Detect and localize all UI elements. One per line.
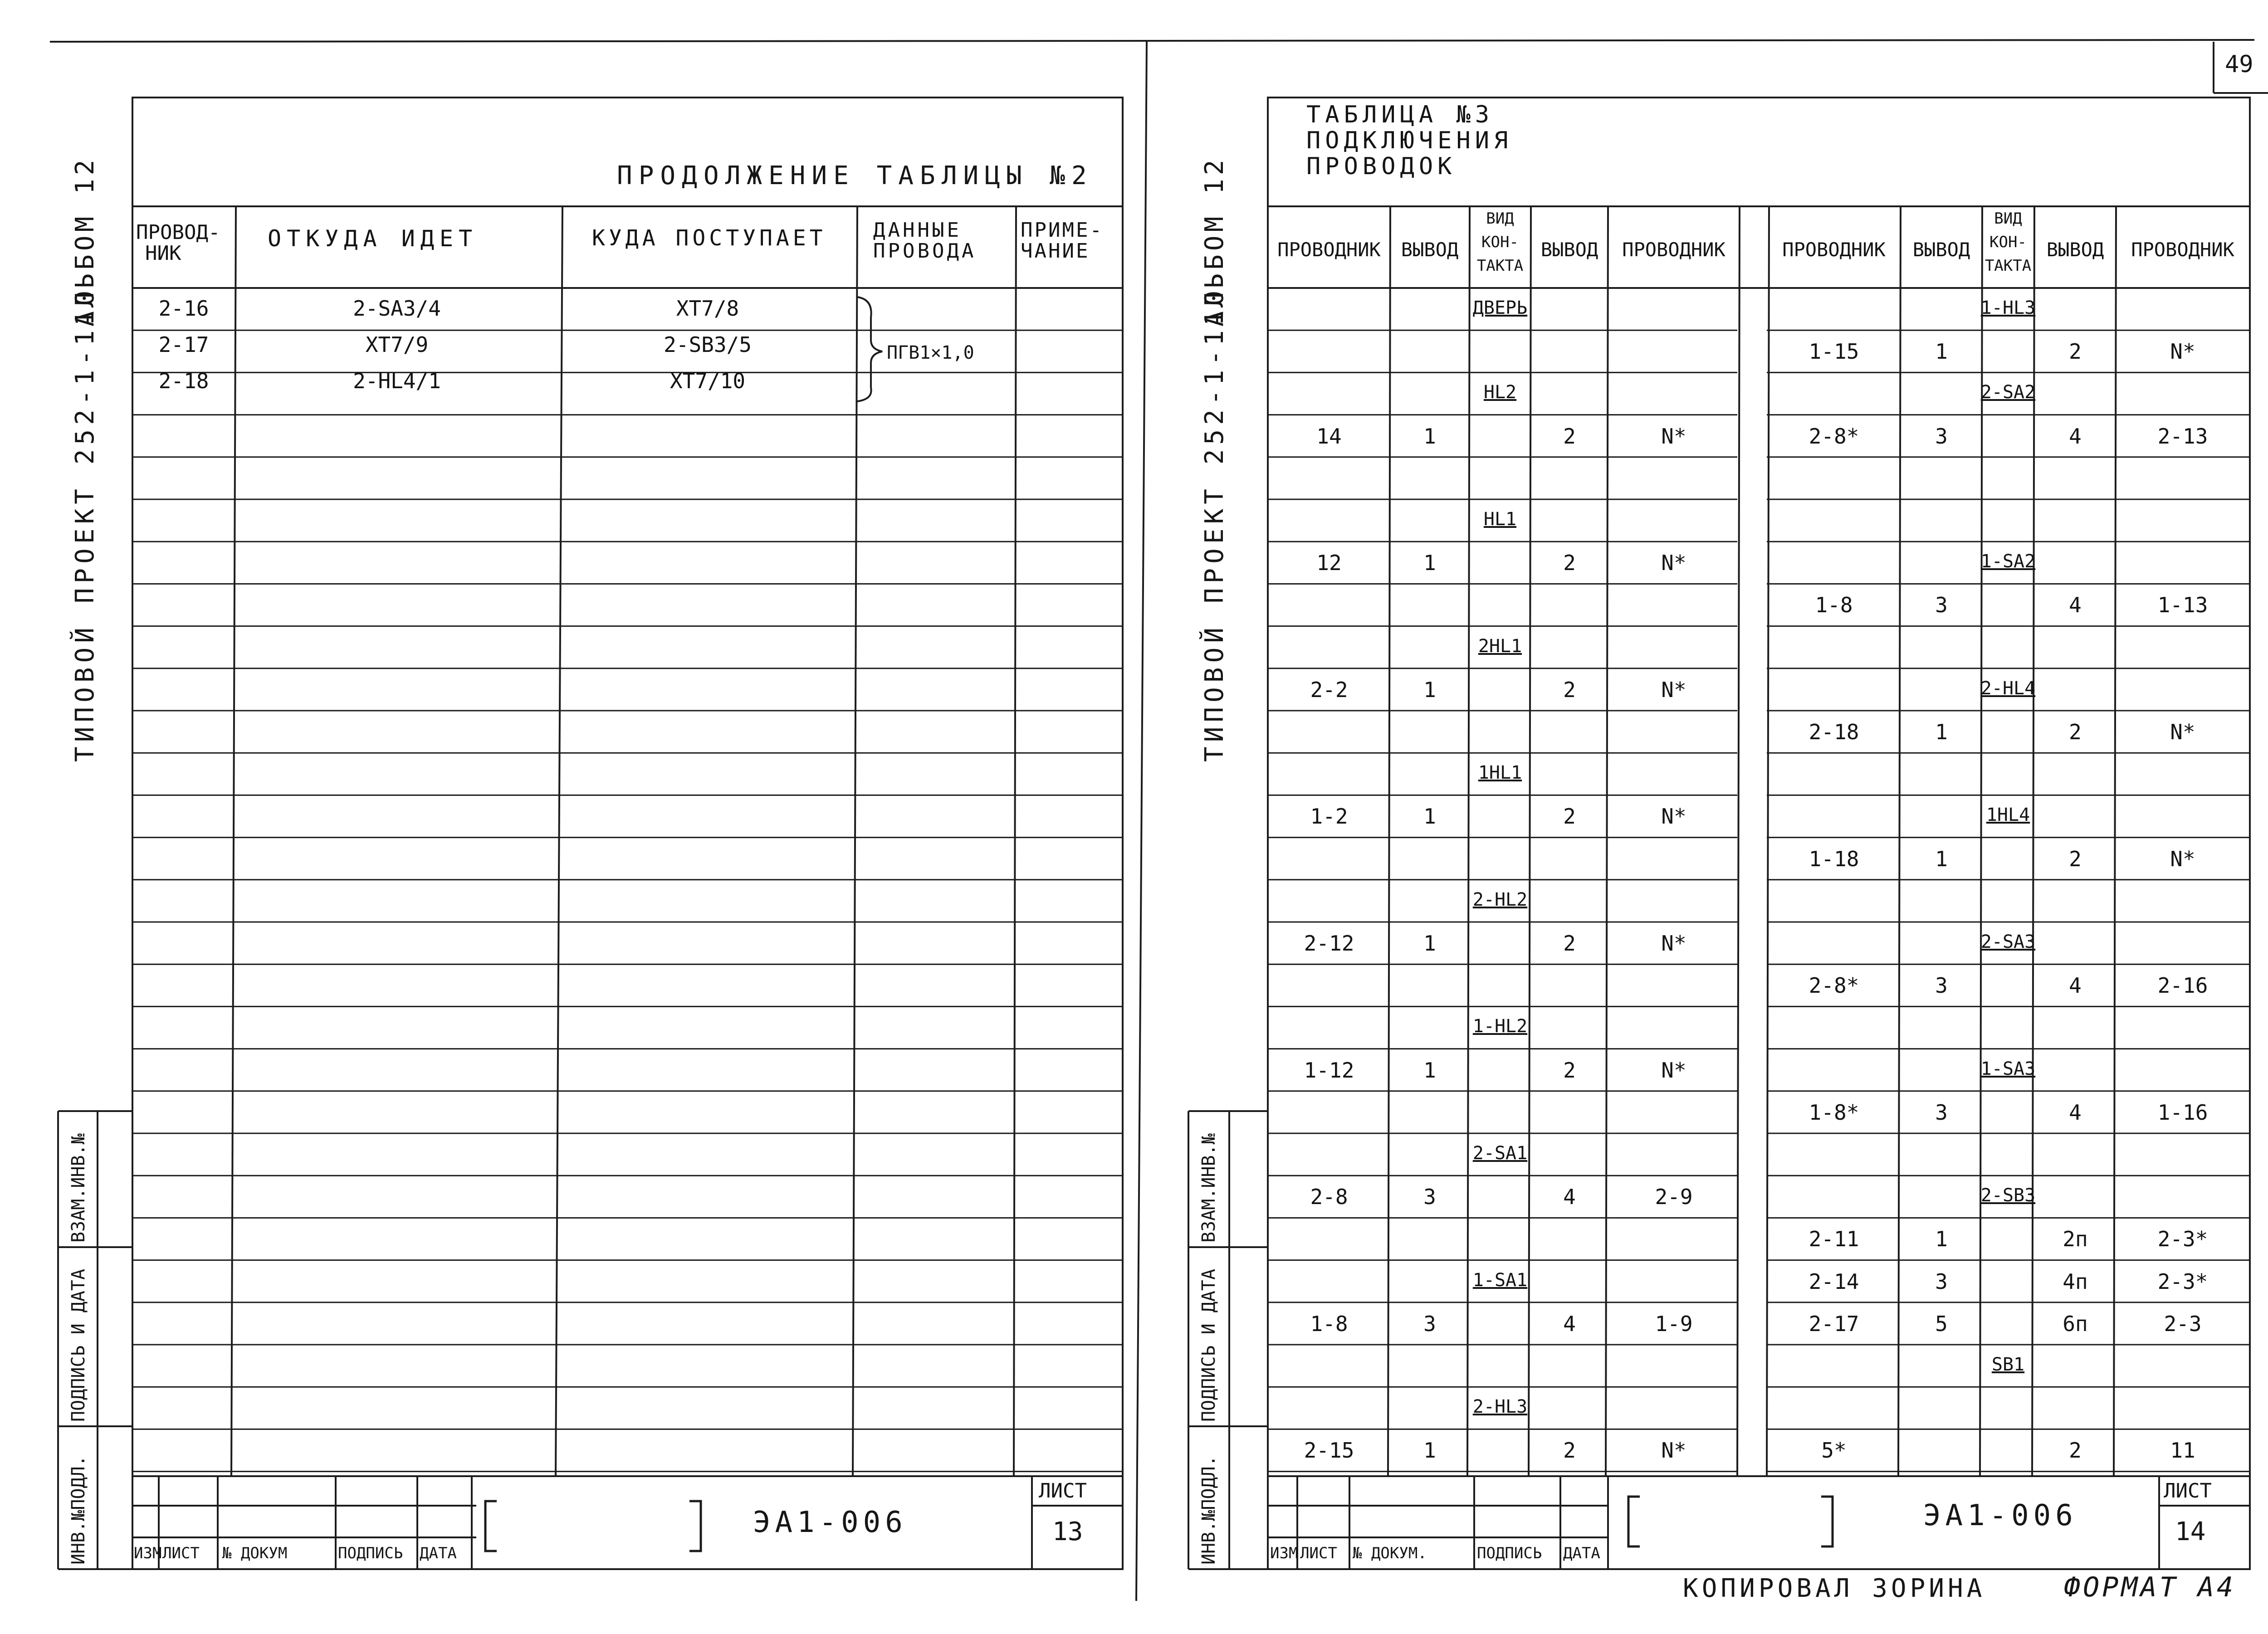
left-stamp-label-doc: № ДОКУМ — [222, 1544, 288, 1562]
right-b-cell-0: 2-17 — [1809, 1311, 1859, 1336]
right-a-cell-3: 4 — [1563, 1311, 1576, 1336]
right-a-cell-3: 2 — [1563, 931, 1576, 956]
left-cell-conductor: 2-16 — [158, 296, 209, 321]
left-cell-to: 2-SB3/5 — [664, 332, 752, 357]
right-header-terminal: ВЫВОД — [1540, 239, 1598, 261]
right-a-cell-0: 2-2 — [1310, 677, 1348, 702]
right-header-terminal: ВЫВОД — [2046, 239, 2104, 261]
right-b-cell-4: 1-13 — [2157, 593, 2208, 618]
right-a-cell-4: N* — [1661, 1058, 1686, 1083]
right-side-project: ТИПОВОЙ ПРОЕКТ 252-1-110 — [1200, 286, 1229, 762]
right-b-cell-0: 2-8* — [1809, 424, 1859, 449]
right-b-cell-3: 2 — [2069, 846, 2082, 871]
left-stamp-label-date: ДАТА — [420, 1544, 457, 1562]
right-a-cell-2: 1-SA1 — [1472, 1269, 1528, 1291]
left-stamp-label-sign: ПОДПИСЬ — [338, 1544, 403, 1562]
right-b-cell-1: 5 — [1935, 1311, 1948, 1336]
left-cell-from: 2-SA3/4 — [353, 296, 441, 321]
right-a-cell-3: 2 — [1563, 804, 1576, 829]
right-a-cell-1: 1 — [1423, 1438, 1436, 1463]
right-b-cell-4: N* — [2170, 339, 2195, 364]
right-a-cell-0: 14 — [1316, 424, 1342, 449]
right-a-cell-0: 2-8 — [1310, 1185, 1348, 1210]
right-b-cell-3: 6п — [2063, 1311, 2088, 1336]
right-b-cell-1: 3 — [1935, 424, 1948, 449]
right-stamp-signature: ПОДПИСЬ И ДАТА — [1198, 1268, 1219, 1422]
right-a-cell-4: N* — [1661, 551, 1686, 576]
right-b-cell-3: 4 — [2069, 424, 2082, 449]
right-a-cell-2: HL2 — [1483, 382, 1517, 403]
right-b-cell-3: 4п — [2063, 1269, 2088, 1294]
right-a-cell-0: 12 — [1316, 551, 1342, 576]
right-b-cell-0: 2-14 — [1809, 1269, 1859, 1294]
left-header-note: ПРИМЕ- ЧАНИЕ — [1021, 219, 1104, 263]
right-b-cell-4: 1-16 — [2157, 1100, 2208, 1125]
right-b-cell-2: 1HL4 — [1986, 805, 2030, 826]
right-stamp-label-sign: ПОДПИСЬ — [1477, 1544, 1542, 1562]
right-header-conductor: ПРОВОДНИК — [1277, 239, 1381, 261]
right-b-cell-2: 2-HL4 — [1980, 678, 2036, 699]
right-table-title: ТАБЛИЦА №3 ПОДКЛЮЧЕНИЯ ПРОВОДОК — [1306, 101, 1513, 180]
right-a-cell-0: 1-8 — [1310, 1311, 1348, 1336]
right-b-cell-1: 1 — [1935, 1227, 1948, 1252]
right-sheet-label: ЛИСТ — [2164, 1479, 2212, 1502]
left-sheet-label: ЛИСТ — [1039, 1479, 1087, 1502]
left-cell-from: ХТ7/9 — [365, 332, 429, 357]
right-b-cell-1: 1 — [1935, 720, 1948, 744]
right-b-cell-3: 4 — [2069, 973, 2082, 998]
right-doc-code: ЭА1-006 — [1923, 1499, 2077, 1532]
right-a-cell-4: 1-9 — [1655, 1311, 1693, 1336]
right-a-cell-3: 2 — [1563, 424, 1576, 449]
right-b-cell-3: 2 — [2069, 720, 2082, 744]
right-header-terminal: ВЫВОД — [1401, 239, 1459, 261]
right-b-cell-3: 4 — [2069, 1100, 2082, 1125]
right-b-cell-2: 1-SA3 — [1980, 1058, 2036, 1079]
right-b-cell-3: 2п — [2063, 1227, 2088, 1252]
right-header-conductor: ПРОВОДНИК — [2131, 239, 2234, 261]
right-a-cell-2: 2-HL2 — [1472, 889, 1528, 910]
right-a-cell-1: 3 — [1423, 1311, 1436, 1336]
right-a-cell-1: 1 — [1423, 551, 1436, 576]
left-side-album: АЛЬБОМ 12 — [70, 156, 100, 327]
left-stamp-original: ИНВ.№ПОДЛ. — [68, 1455, 89, 1565]
right-a-cell-0: 2-12 — [1304, 931, 1354, 956]
right-header-contact: ТАКТА — [1984, 257, 2032, 275]
left-stamp-label-izm: ИЗМ — [134, 1544, 162, 1562]
right-a-cell-1: 1 — [1423, 1058, 1436, 1083]
left-sheet-number: 13 — [1052, 1517, 1083, 1546]
right-header-contact: ВИД — [1994, 210, 2022, 228]
copied-by: КОПИРОВАЛ ЗОРИНА — [1683, 1574, 1986, 1603]
left-header-to: КУДА ПОСТУПАЕТ — [592, 225, 826, 251]
right-a-cell-2: 2-SA1 — [1472, 1143, 1528, 1164]
right-header-contact: КОН- — [1481, 233, 1519, 251]
right-stamp-label-date: ДАТА — [1563, 1544, 1600, 1562]
right-a-cell-4: N* — [1661, 804, 1686, 829]
left-cell-conductor: 2-17 — [158, 332, 209, 357]
right-a-cell-1: 3 — [1423, 1185, 1436, 1210]
right-a-cell-0: 1-2 — [1310, 804, 1348, 829]
right-a-cell-2: 1HL1 — [1478, 762, 1522, 784]
left-cell-to: ХТ7/8 — [676, 296, 739, 321]
left-stamp-label-list: ЛИСТ — [162, 1544, 200, 1562]
left-stamp-signature: ПОДПИСЬ И ДАТА — [68, 1268, 89, 1422]
right-stamp-label-list: ЛИСТ — [1300, 1544, 1337, 1562]
right-a-cell-1: 1 — [1423, 677, 1436, 702]
right-side-album: АЛЬБОМ 12 — [1200, 156, 1229, 327]
right-b-cell-2: 2-SA3 — [1980, 932, 2036, 952]
right-b-cell-4: 2-3* — [2157, 1269, 2208, 1294]
right-a-cell-2: 1-HL2 — [1472, 1016, 1528, 1037]
right-a-cell-4: N* — [1661, 424, 1686, 449]
right-b-cell-3: 4 — [2069, 593, 2082, 618]
right-b-cell-0: 2-11 — [1809, 1227, 1859, 1252]
right-a-cell-3: 2 — [1563, 551, 1576, 576]
right-b-cell-1: 3 — [1935, 973, 1948, 998]
right-b-cell-1: 3 — [1935, 593, 1948, 618]
right-a-cell-0: 1-12 — [1304, 1058, 1354, 1083]
left-table-title: ПРОДОЛЖЕНИЕ ТАБЛИЦЫ №2 — [617, 161, 1093, 190]
left-cell-conductor: 2-18 — [158, 369, 209, 393]
right-a-cell-2: 2-HL3 — [1472, 1396, 1528, 1418]
right-b-cell-4: N* — [2170, 846, 2195, 871]
right-b-cell-0: 1-18 — [1809, 846, 1859, 871]
right-a-cell-2: ДВЕРЬ — [1472, 298, 1528, 318]
page-number: 49 — [2225, 51, 2253, 78]
right-header-conductor: ПРОВОДНИК — [1782, 239, 1886, 261]
right-a-cell-4: N* — [1661, 931, 1686, 956]
right-header-contact: КОН- — [1989, 233, 2027, 251]
left-header-wire: ДАННЫЕ ПРОВОДА — [873, 219, 977, 263]
format-label: ФОРМАТ А4 — [2064, 1571, 2236, 1603]
right-b-cell-1: 1 — [1935, 339, 1948, 364]
right-b-cell-2: 1-HL3 — [1980, 298, 2036, 318]
left-stamp-replaced: ВЗАМ.ИНВ.№ — [68, 1133, 89, 1243]
right-stamp-replaced: ВЗАМ.ИНВ.№ — [1198, 1133, 1219, 1243]
right-b-cell-0: 1-15 — [1809, 339, 1859, 364]
right-b-cell-0: 1-8 — [1815, 593, 1853, 618]
right-stamp-label-izm: ИЗМ — [1270, 1544, 1298, 1562]
right-header-conductor: ПРОВОДНИК — [1622, 239, 1725, 261]
left-header-from: ОТКУДА ИДЕТ — [268, 225, 478, 252]
left-cell-from: 2-HL4/1 — [353, 369, 441, 393]
right-b-cell-4: 2-3* — [2157, 1227, 2208, 1252]
right-b-cell-4: N* — [2170, 720, 2195, 744]
right-a-cell-3: 2 — [1563, 677, 1576, 702]
right-a-cell-1: 1 — [1423, 931, 1436, 956]
right-b-cell-2: 1-SA2 — [1980, 551, 2036, 572]
right-b-cell-4: 2-13 — [2157, 424, 2208, 449]
right-a-cell-4: 2-9 — [1655, 1185, 1693, 1210]
right-a-cell-1: 1 — [1423, 804, 1436, 829]
right-a-cell-2: 2HL1 — [1478, 635, 1522, 657]
right-a-cell-3: 4 — [1563, 1185, 1576, 1210]
left-doc-code: ЭА1-006 — [753, 1506, 907, 1539]
right-a-cell-4: N* — [1661, 677, 1686, 702]
right-a-cell-0: 2-15 — [1304, 1438, 1354, 1463]
right-header-contact: ВИД — [1486, 210, 1514, 228]
right-b-cell-0: 5* — [1821, 1438, 1847, 1463]
right-header-terminal: ВЫВОД — [1912, 239, 1970, 261]
right-a-cell-3: 2 — [1563, 1058, 1576, 1083]
left-header-conductor: ПРОВОД- НИК — [136, 221, 220, 265]
right-b-cell-0: 1-8* — [1809, 1100, 1859, 1125]
right-b-cell-1: 3 — [1935, 1269, 1948, 1294]
right-b-cell-1: 3 — [1935, 1100, 1948, 1125]
right-header-contact: ТАКТА — [1476, 257, 1524, 275]
left-side-project: ТИПОВОЙ ПРОЕКТ 252-1-110 — [70, 286, 100, 762]
right-a-cell-2: HL1 — [1483, 509, 1517, 530]
right-b-cell-2: 2-SB3 — [1980, 1185, 2036, 1206]
right-b-cell-2: 2-SA2 — [1980, 382, 2036, 403]
right-b-cell-3: 2 — [2069, 1438, 2082, 1463]
right-a-cell-3: 2 — [1563, 1438, 1576, 1463]
right-stamp-label-doc: № ДОКУМ. — [1353, 1544, 1427, 1562]
right-b-cell-2: SB1 — [1991, 1354, 2025, 1375]
left-cell-to: ХТ7/10 — [670, 369, 746, 393]
right-b-cell-4: 2-3 — [2164, 1311, 2202, 1336]
right-stamp-original: ИНВ.№ПОДЛ. — [1198, 1455, 1219, 1565]
right-b-cell-4: 2-16 — [2157, 973, 2208, 998]
right-a-cell-1: 1 — [1423, 424, 1436, 449]
right-b-cell-1: 1 — [1935, 846, 1948, 871]
right-b-cell-0: 2-18 — [1809, 720, 1859, 744]
right-sheet-number: 14 — [2175, 1517, 2206, 1546]
right-b-cell-3: 2 — [2069, 339, 2082, 364]
right-a-cell-4: N* — [1661, 1438, 1686, 1463]
right-b-cell-0: 2-8* — [1809, 973, 1859, 998]
left-wire-data: ПГВ1×1,0 — [887, 342, 974, 363]
right-b-cell-4: 11 — [2170, 1438, 2195, 1463]
